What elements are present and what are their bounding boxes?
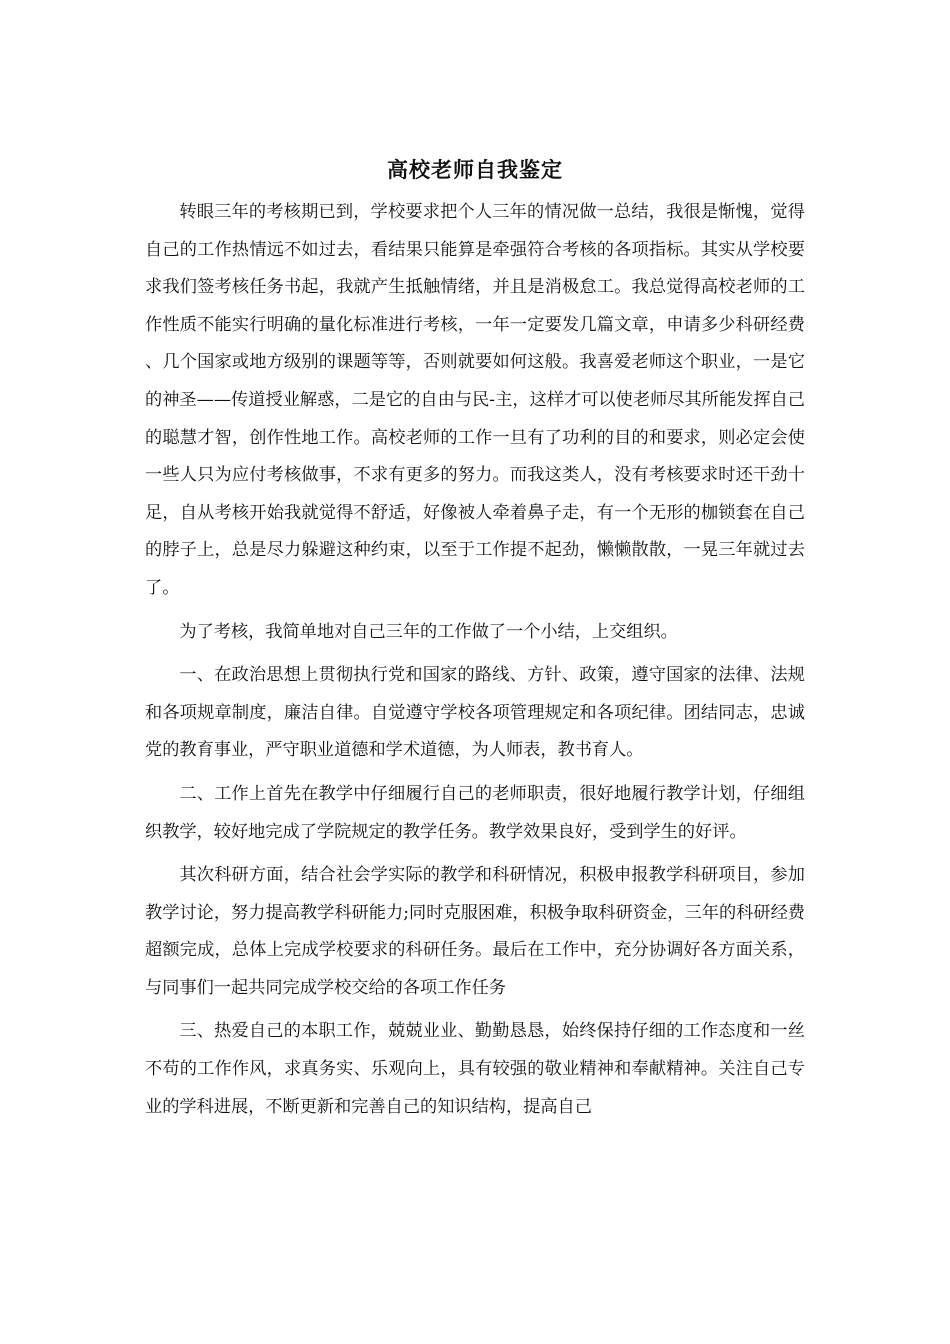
paragraph-summary-note: 为了考核，我简单地对自己三年的工作做了一个小结，上交组织。: [179, 621, 678, 642]
document-body: [145, 194, 805, 1126]
document-title: 高校老师自我鉴定: [387, 157, 563, 182]
paragraph-intro: 转眼三年的考核期已到，学校要求把个人三年的情况做一总结，我很是惭愧，觉得自己的工作热情远不如过去，看结果只能算是牵强符合考核的各项指标。其实从学校要求我们签考核任务书起，我就产生抵触情绪，并且是消极怠工。我总觉得高校老师的工作性质不能实行明确的量化标准进行考核，一年一定要发几篇文章，申请多少科研经费、几个国家或地方级别的课题等等，否则就要如何这般。我喜爱老师这个职业，一是它的神圣——传道授业解惑，二是它的自由与民-主，这样才可以使老师尽其所能发挥自己的聪慧才智，创作性地工作。高校老师的工作一旦有了功利的目的和要求，则必定会使一些人只为应付考核做事，不求有更多的努力。而我这类人，没有考核要求时还干劲十足，自从考核开始我就觉得不舒适，好像被人牵着鼻子走，有一个无形的枷锁套在自己的脖子上，总是尽力躲避这种约束，以至于工作提不起劲，懒懒散散，一晃三年就过去了。: [145, 202, 805, 598]
paragraph-research: 其次科研方面，结合社会学实际的教学和科研情况，积极申报教学科研项目，参加教学讨论，努力提高教学科研能力;同时克服困难，积极争取科研资金，三年的科研经费超额完成，总体上完成学校要求的科研任务。最后在工作中，充分协调好各方面关系，与同事们一起共同完成学校交给的各项工作任务: [145, 865, 805, 998]
paragraph-dedication: 三、热爱自己的本职工作，兢兢业业、勤勤恳恳，始终保持仔细的工作态度和一丝不苟的工作作风，求真务实、乐观向上，具有较强的敬业精神和奉献精神。关注自己专业的学科进展，不断更新和完善自己的知识结构，提高自己: [145, 1021, 805, 1117]
paragraph-political: 一、在政治思想上贯彻执行党和国家的路线、方针、政策，遵守国家的法律、法规和各项规章制度，廉洁自律。自觉遵守学校各项管理规定和各项纪律。团结同志，忠诚党的教育事业，严守职业道德和学术道德，为人师表，教书育人。: [145, 665, 805, 761]
paragraph-teaching: 二、工作上首先在教学中仔细履行自己的老师职责，很好地履行教学计划，仔细组织教学，较好地完成了学院规定的教学任务。教学效果良好，受到学生的好评。: [145, 783, 805, 842]
